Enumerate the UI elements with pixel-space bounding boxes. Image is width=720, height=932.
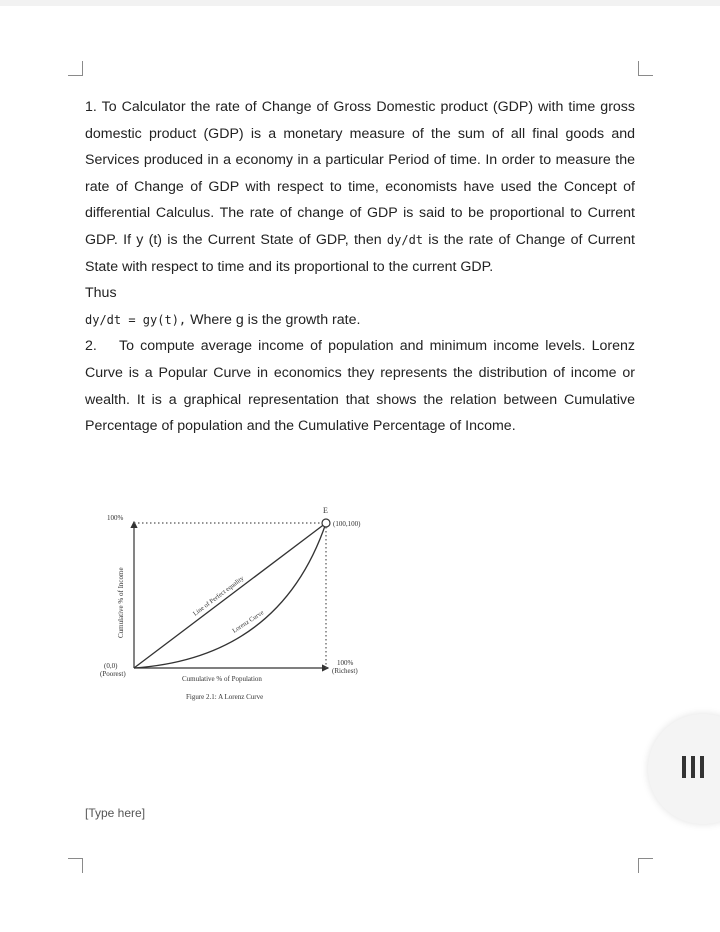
paragraph-2-number: 2.	[85, 338, 97, 355]
thus-line: Thus	[85, 285, 117, 302]
lorenz-curve-figure	[90, 498, 430, 713]
footer-placeholder[interactable]: [Type here]	[85, 806, 146, 820]
origin-sub-label: (Poorest)	[100, 670, 126, 678]
lorenz-curve-label: Lorenz Curve	[231, 609, 266, 635]
x-end-sub-label: (Richest)	[332, 667, 358, 675]
point-e-marker	[322, 519, 330, 527]
paragraph-1	[85, 94, 635, 280]
point-coordinates-label: (100,100)	[333, 520, 361, 528]
paragraph-2-text: Lorenz Curve is a Popular Curve in economics they represents the distribution of income or wealth. It is a graphical representation that shows the relation between Cumulative Percentage of population and the Cumulative Percentage of Income.	[85, 338, 635, 435]
line-of-perfect-equality	[134, 523, 326, 668]
x-end-label: 100%	[337, 659, 354, 667]
paragraph-2-first-line: To compute average income of population and minimum income levels.	[119, 338, 586, 355]
crop-mark-top-left	[68, 61, 83, 76]
document-page	[0, 6, 720, 932]
y-axis-label: Cumulative % of Income	[117, 567, 125, 638]
formula-description: Where g is the growth rate.	[190, 311, 361, 328]
lorenz-curve-diagram	[90, 498, 430, 713]
origin-label: (0,0)	[104, 662, 118, 670]
document-body	[85, 94, 635, 440]
y-top-label: 100%	[107, 514, 124, 522]
derivative-expression: dy/dt	[386, 232, 424, 247]
x-axis-label: Cumulative % of Population	[182, 675, 262, 683]
point-e-label: E	[323, 506, 328, 515]
figure-caption: Figure 2.1: A Lorenz Curve	[186, 693, 264, 701]
crop-mark-bottom-left	[68, 858, 83, 873]
hamburger-menu-icon	[682, 756, 706, 778]
paragraph-1-end: is the rate of Change of Current State with respect to time and its proportional to the current GDP.	[85, 231, 635, 275]
growth-formula: dy/dt = gy(t),	[85, 312, 187, 327]
paragraph-1-text: 1. To Calculator the rate of Change of Gross Domestic product (GDP) with time gross domestic product (GDP) is a monetary measure of the sum of all final goods and Services produced in a economy in a particular Period of time. In order to measure the rate of Change of GDP with respect to time, economists have used the Concept of differential Calculus. The rate of change of GDP is said to be proportional to Current GDP. If y (t) is the Current State of GDP, then	[85, 99, 635, 248]
crop-mark-top-right	[638, 61, 653, 76]
paragraph-2	[85, 333, 635, 439]
formula-line	[85, 307, 635, 334]
crop-mark-bottom-right	[638, 858, 653, 873]
equality-line-label: Line of Perfect equality	[191, 574, 246, 618]
